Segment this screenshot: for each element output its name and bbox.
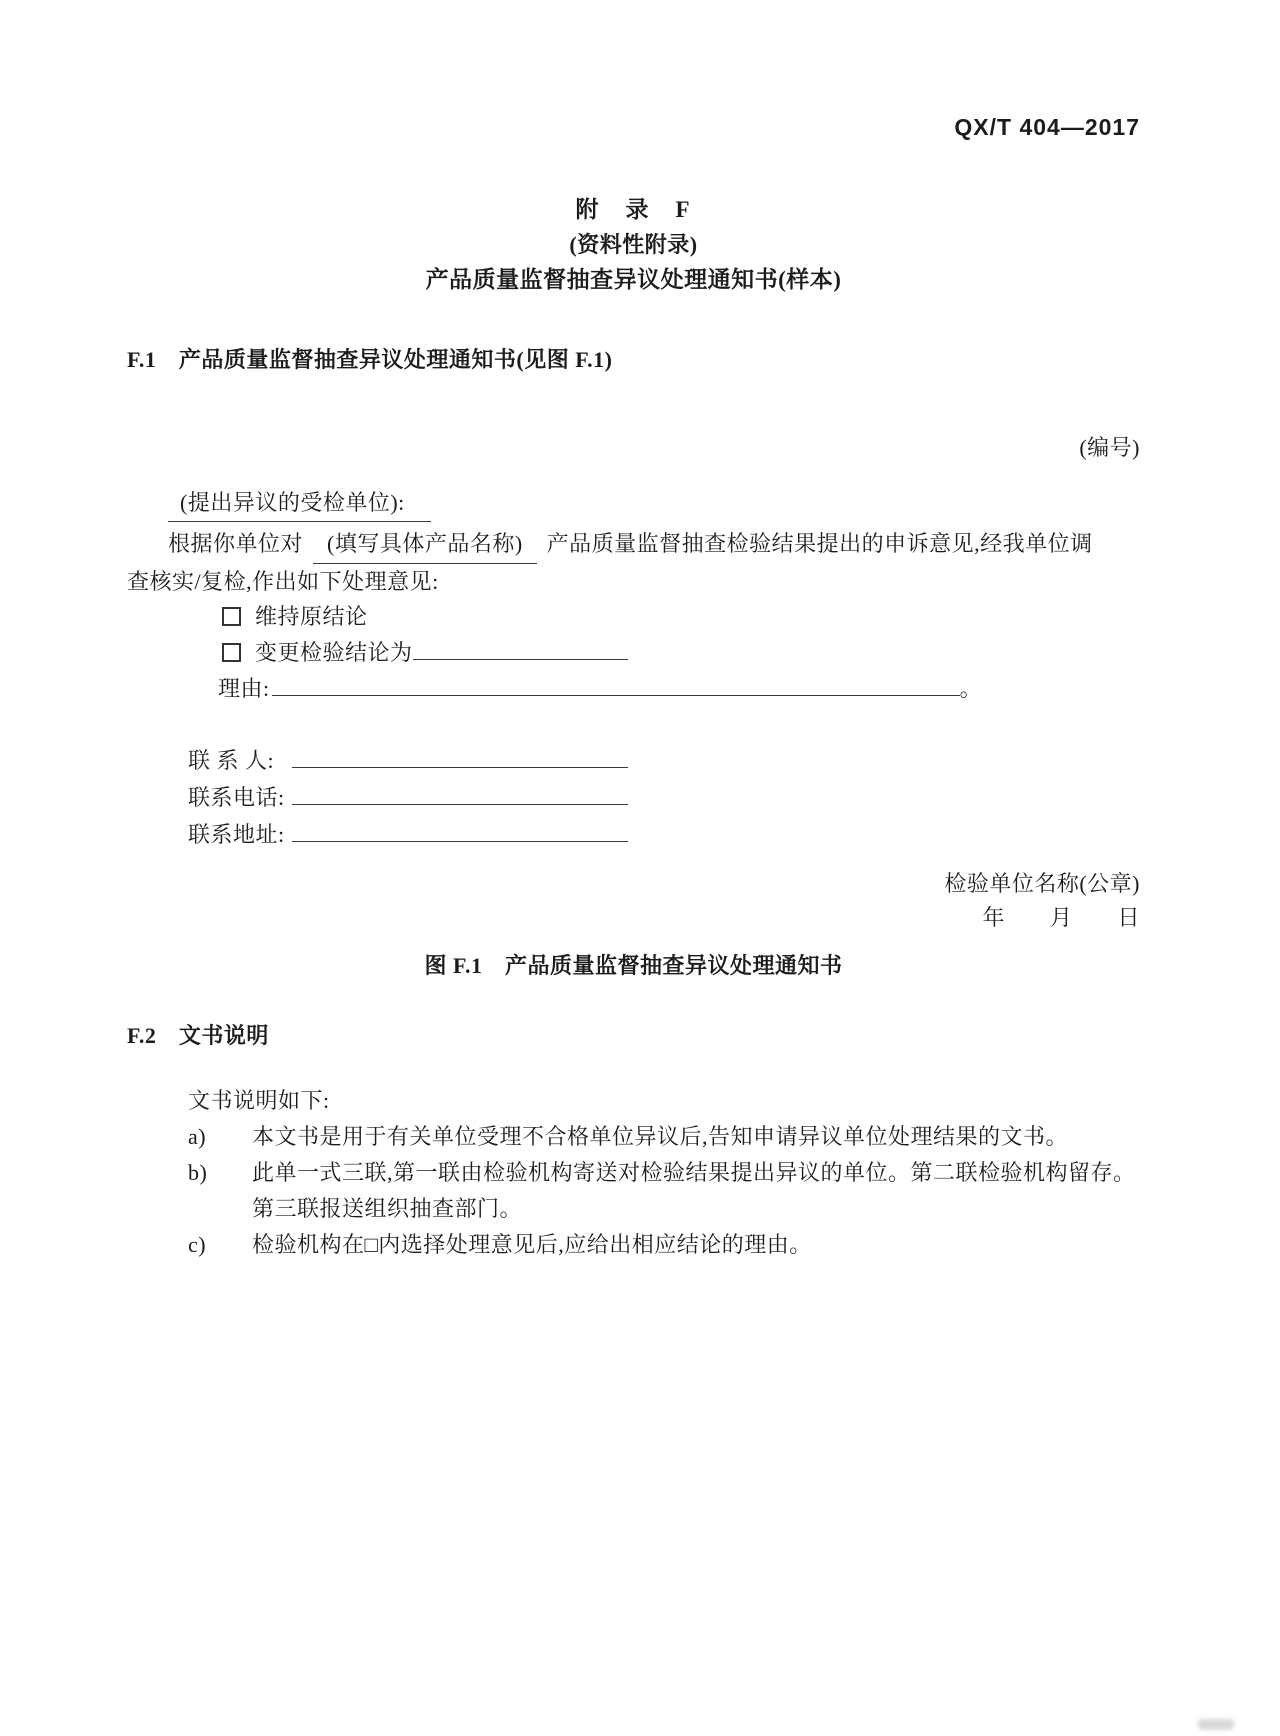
list-marker-b: b) bbox=[188, 1160, 208, 1185]
contact-phone-label: 联系电话: bbox=[188, 785, 285, 810]
list-item-b bbox=[188, 1155, 1140, 1227]
appendix-subject-title: 产品质量监督抽查异议处理通知书(样本) bbox=[425, 267, 842, 292]
appendix-type-label: (资料性附录) bbox=[569, 232, 698, 257]
signature-date-line: 年 月 日 bbox=[982, 905, 1140, 930]
contact-phone-row bbox=[188, 779, 1140, 816]
option-maintain-row bbox=[222, 599, 1140, 634]
contact-address-row bbox=[188, 816, 1140, 853]
reason-label: 理由: bbox=[218, 676, 270, 701]
form-number-label: (编号) bbox=[1079, 435, 1140, 460]
product-name-blank: (填写具体产品名称) bbox=[313, 526, 537, 564]
list-item-c bbox=[188, 1227, 1140, 1263]
body-rest-text: 产品质量监督抽查检验结果提出的申诉意见,经我单位调 bbox=[546, 531, 1093, 556]
reason-row bbox=[218, 670, 1140, 706]
section-f2-heading: F.2 文书说明 bbox=[127, 1023, 269, 1048]
change-conclusion-blank bbox=[413, 634, 628, 660]
option-change-row bbox=[222, 634, 1140, 670]
checkbox-change-icon bbox=[222, 643, 241, 662]
list-item-a bbox=[188, 1119, 1140, 1155]
reason-period: 。 bbox=[959, 676, 983, 701]
notice-form bbox=[127, 433, 1140, 935]
signature-block bbox=[127, 867, 1140, 935]
signature-org-line: 检验单位名称(公章) bbox=[944, 871, 1140, 896]
contact-person-label: 联 系 人: bbox=[188, 748, 275, 773]
list-text-b bbox=[252, 1155, 1140, 1227]
list-text-c-line1: 检验机构在□内选择处理意见后,应给出相应结论的理由。 bbox=[252, 1232, 812, 1257]
f2-item-list bbox=[188, 1119, 1140, 1263]
contact-person-row bbox=[188, 742, 1140, 779]
list-text-b-line2: 第三联报送组织抽查部门。 bbox=[252, 1196, 523, 1221]
list-text-a-line1: 本文书是用于有关单位受理不合格单位异议后,告知申请异议单位处理结果的文书。 bbox=[252, 1124, 1069, 1149]
contact-address-label: 联系地址: bbox=[188, 822, 285, 847]
contact-phone-blank bbox=[292, 779, 628, 805]
list-text-c bbox=[252, 1227, 1140, 1263]
list-marker-c: c) bbox=[188, 1232, 207, 1257]
appendix-title-block bbox=[127, 192, 1140, 297]
body-lead-text: 根据你单位对 bbox=[168, 531, 304, 556]
checkbox-maintain-icon bbox=[222, 607, 241, 626]
list-text-a bbox=[252, 1119, 1140, 1155]
reason-blank bbox=[272, 670, 960, 696]
f2-intro-line: 文书说明如下: bbox=[188, 1088, 330, 1113]
contact-person-blank bbox=[292, 742, 628, 768]
appendix-label: 附 录 F bbox=[575, 197, 692, 222]
scan-artifact bbox=[1198, 1719, 1234, 1730]
addressee-blank: (提出异议的受检单位): bbox=[168, 487, 431, 522]
list-text-b-line1: 此单一式三联,第一联由检验机构寄送对检验结果提出异议的单位。第二联检验机构留存。 bbox=[252, 1160, 1136, 1185]
list-marker-a: a) bbox=[188, 1124, 207, 1149]
section-f1-heading: F.1 产品质量监督抽查异议处理通知书(见图 F.1) bbox=[127, 347, 613, 372]
figure-caption: 图 F.1 产品质量监督抽查异议处理通知书 bbox=[424, 953, 843, 978]
option-maintain-label: 维持原结论 bbox=[255, 604, 368, 629]
contact-block bbox=[188, 742, 1140, 853]
option-change-label: 变更检验结论为 bbox=[255, 640, 413, 665]
contact-address-blank bbox=[292, 816, 628, 842]
addressee-line bbox=[127, 487, 1140, 522]
standard-code: QX/T 404—2017 bbox=[954, 114, 1140, 140]
form-body-line1 bbox=[127, 526, 1140, 564]
form-body-line2: 查核实/复检,作出如下处理意见: bbox=[127, 569, 439, 594]
